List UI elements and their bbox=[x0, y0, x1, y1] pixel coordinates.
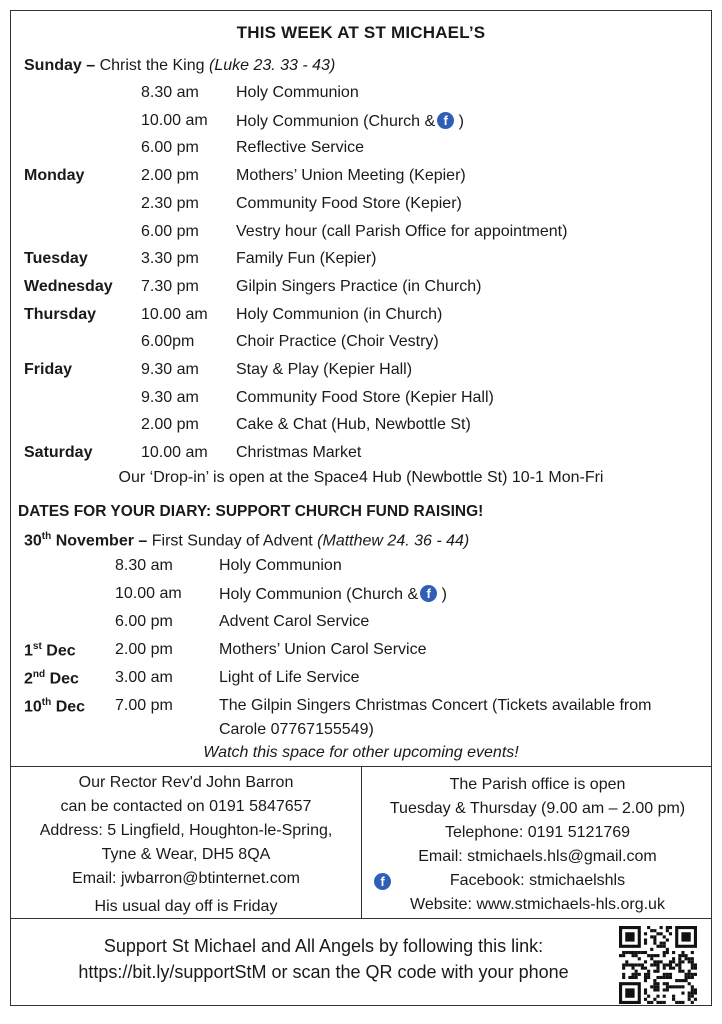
diary-date-month: Dec bbox=[45, 670, 79, 688]
event-name bbox=[219, 694, 651, 742]
office-facebook-row bbox=[362, 869, 713, 893]
event-text: Mothers’ Union Meeting (Kepier) bbox=[236, 167, 466, 185]
support-panel bbox=[41, 933, 606, 985]
schedule-day: Saturday bbox=[24, 444, 93, 462]
watch-note: Watch this space for other upcoming events! bbox=[203, 744, 519, 761]
event-time: 6.00pm bbox=[141, 333, 195, 351]
divider-bottom bbox=[11, 918, 711, 919]
diary-date bbox=[24, 697, 85, 716]
event-name bbox=[236, 416, 471, 434]
event-text: Holy Communion (Church & bbox=[219, 586, 419, 603]
event-name bbox=[236, 195, 462, 213]
event-text: Vestry hour (call Parish Office for appointment) bbox=[236, 222, 568, 240]
rector-address: Address: 5 Lingfield, Houghton-le-Spring, bbox=[39, 822, 333, 839]
diary-heading: DATES FOR YOUR DIARY: SUPPORT CHURCH FUND RAISING! bbox=[18, 503, 484, 520]
event-text-close: ) bbox=[454, 112, 464, 130]
facebook-icon[interactable]: f bbox=[437, 112, 454, 129]
event-text: Cake & Chat (Hub, Newbottle St) bbox=[236, 416, 471, 434]
schedule-day: Friday bbox=[24, 361, 73, 378]
advent-reading: (Matthew 24. 36 - 44) bbox=[317, 532, 470, 550]
event-time: 9.30 am bbox=[141, 388, 199, 406]
event-name bbox=[236, 333, 439, 351]
event-name bbox=[236, 139, 364, 157]
event-time: 10.00 am bbox=[141, 111, 208, 129]
event-name bbox=[219, 613, 369, 631]
rector-address-2: Tyne & Wear, DH5 8QA bbox=[101, 846, 271, 863]
diary-date bbox=[24, 669, 79, 688]
event-text: Reflective Service bbox=[236, 139, 365, 157]
rector-line: Our Rector Rev'd John Barron bbox=[78, 774, 294, 791]
event-name bbox=[236, 278, 481, 296]
event-time: 10.00 am bbox=[115, 585, 182, 602]
schedule-day: Wednesday bbox=[24, 277, 113, 295]
event-time: 6.00 pm bbox=[115, 613, 173, 630]
parish-office bbox=[362, 773, 713, 917]
office-website[interactable]: Website: www.stmichaels-hls.org.uk bbox=[410, 896, 665, 913]
event-time: 7.00 pm bbox=[115, 697, 173, 714]
sunday-reading: (Luke 23. 33 - 43) bbox=[208, 57, 336, 74]
event-time: 3.30 pm bbox=[141, 250, 199, 268]
newsletter-frame bbox=[10, 10, 712, 1006]
event-name bbox=[236, 306, 442, 324]
event-time: 2.00 pm bbox=[115, 641, 173, 658]
event-time: 9.30 am bbox=[141, 361, 199, 378]
diary-date-sup: st bbox=[32, 641, 42, 652]
event-name bbox=[236, 223, 567, 241]
advent-dash: – bbox=[133, 532, 152, 550]
office-hours: Tuesday & Thursday (9.00 am – 2.00 pm) bbox=[389, 800, 686, 817]
event-name bbox=[236, 444, 361, 462]
event-text: Community Food Store (Kepier Hall) bbox=[236, 388, 494, 406]
diary-date-num: 10 bbox=[24, 698, 42, 716]
event-time: 3.00 am bbox=[115, 669, 173, 686]
office-phone: Telephone: 0191 5121769 bbox=[444, 824, 631, 841]
sunday-dash: – bbox=[81, 57, 100, 74]
advent-name: First Sunday of Advent bbox=[151, 532, 318, 550]
facebook-icon[interactable]: f bbox=[374, 873, 391, 890]
event-time: 6.00 pm bbox=[141, 222, 199, 240]
event-text: Holy Communion bbox=[236, 84, 359, 101]
rector-contact bbox=[11, 771, 361, 919]
event-name bbox=[236, 167, 466, 185]
event-time: 8.30 am bbox=[141, 84, 199, 101]
diary-date-sup: th bbox=[41, 697, 52, 708]
event-text: Mothers’ Union Carol Service bbox=[219, 641, 427, 658]
event-time: 7.30 pm bbox=[141, 277, 199, 295]
schedule-day: Thursday bbox=[24, 305, 97, 323]
diary-date-num: 2 bbox=[24, 670, 33, 688]
event-name bbox=[236, 112, 464, 131]
event-text: Holy Communion (Church & bbox=[236, 112, 436, 130]
diary-date-sup: nd bbox=[32, 669, 46, 680]
event-time: 6.00 pm bbox=[141, 139, 199, 157]
diary-date-month: Dec bbox=[51, 698, 86, 716]
sunday-name: Christ the King bbox=[99, 57, 209, 74]
event-name bbox=[219, 669, 360, 687]
page-title: THIS WEEK AT ST MICHAEL’S bbox=[236, 23, 486, 42]
sunday-day: Sunday bbox=[24, 57, 82, 74]
event-name bbox=[219, 557, 342, 575]
event-time: 10.00 am bbox=[141, 305, 208, 323]
event-text: Christmas Market bbox=[236, 444, 362, 462]
event-text: Holy Communion bbox=[219, 557, 342, 574]
support-link[interactable]: https://bit.ly/supportStM or scan the QR code with your phone bbox=[78, 962, 569, 982]
advent-heading bbox=[24, 531, 469, 550]
schedule-day: Tuesday bbox=[24, 250, 88, 268]
facebook-icon[interactable]: f bbox=[420, 585, 437, 602]
diary-date-num: 1 bbox=[24, 642, 33, 660]
event-time: 2.30 pm bbox=[141, 194, 199, 212]
advent-date-sup: th bbox=[41, 531, 52, 542]
event-time: 10.00 am bbox=[141, 444, 208, 462]
sunday-heading bbox=[24, 57, 335, 75]
event-text: Choir Practice (Choir Vestry) bbox=[236, 333, 439, 351]
rector-phone: can be contacted on 0191 5847657 bbox=[60, 798, 312, 815]
event-text: The Gilpin Singers Christmas Concert (Tickets available from bbox=[219, 697, 652, 714]
event-text: Family Fun (Kepier) bbox=[236, 250, 377, 268]
office-facebook[interactable]: Facebook: stmichaelshls bbox=[449, 872, 626, 889]
schedule-day: Monday bbox=[24, 167, 85, 185]
advent-date-num: 30 bbox=[24, 532, 42, 550]
event-time: 2.00 pm bbox=[141, 416, 199, 434]
advent-month: November bbox=[51, 532, 134, 550]
dropin-note: Our ‘Drop-in’ is open at the Space4 Hub (Newbottle St) 10-1 Mon-Fri bbox=[118, 469, 604, 486]
event-name bbox=[236, 389, 494, 407]
support-line-1: Support St Michael and All Angels by following this link: bbox=[103, 936, 544, 956]
diary-date-month: Dec bbox=[41, 642, 76, 660]
office-open: The Parish office is open bbox=[449, 776, 626, 793]
event-time: 8.30 am bbox=[115, 557, 173, 574]
event-time: 2.00 pm bbox=[141, 167, 199, 185]
event-name bbox=[236, 84, 359, 102]
event-text: Community Food Store (Kepier) bbox=[236, 194, 462, 212]
event-name bbox=[219, 641, 426, 659]
event-text-continued: Carole 07767155549) bbox=[219, 721, 374, 738]
event-name bbox=[236, 361, 412, 379]
event-text-close: ) bbox=[437, 586, 447, 603]
qr-code[interactable] bbox=[619, 926, 697, 1004]
event-text: Gilpin Singers Practice (in Church) bbox=[236, 277, 482, 295]
event-text: Light of Life Service bbox=[219, 669, 360, 686]
rector-dayoff: His usual day off is Friday bbox=[94, 898, 278, 915]
office-email[interactable]: Email: stmichaels.hls@gmail.com bbox=[418, 848, 657, 865]
diary-date bbox=[24, 641, 76, 660]
event-text: Stay & Play (Kepier Hall) bbox=[236, 361, 413, 378]
event-name bbox=[236, 250, 376, 268]
event-text: Advent Carol Service bbox=[219, 613, 370, 630]
event-name bbox=[219, 585, 447, 604]
event-text: Holy Communion (in Church) bbox=[236, 305, 443, 323]
rector-email[interactable]: Email: jwbarron@btinternet.com bbox=[72, 870, 300, 887]
